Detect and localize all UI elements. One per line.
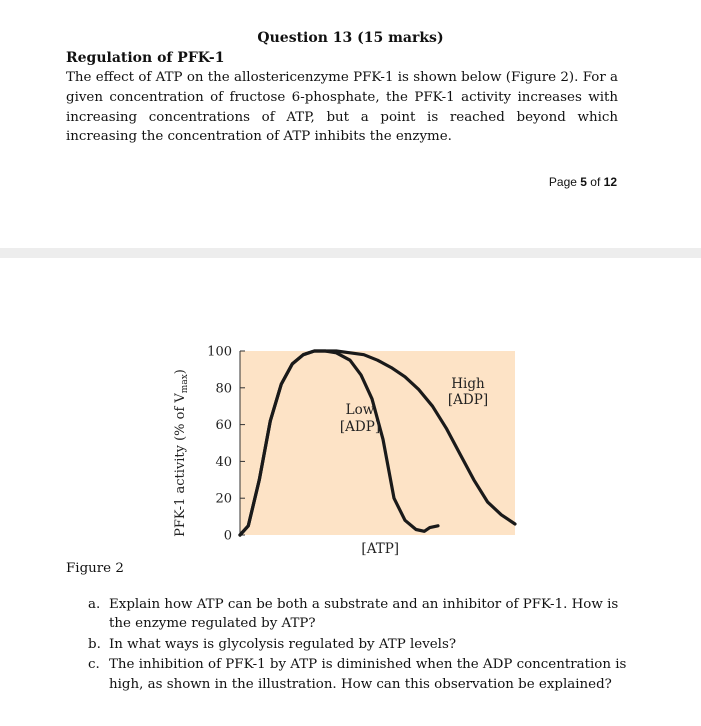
question-item: [88, 635, 628, 654]
page-current: 5: [580, 175, 587, 189]
page-mid: of: [586, 175, 604, 189]
question-item: [88, 595, 628, 634]
question-marker: c.: [88, 657, 100, 673]
y-tick-label: 40: [215, 454, 232, 470]
y-tick-label: 100: [207, 344, 232, 360]
page-prefix: Page: [548, 175, 581, 189]
question-item: [88, 655, 628, 694]
x-axis-label: [ATP]: [361, 541, 400, 557]
section-title: Regulation of PFK-1: [66, 50, 225, 66]
series-label-low-adp: [ADP]: [339, 419, 381, 435]
y-axis-label-main: PFK-1 activity (% of V: [173, 393, 188, 537]
series-label-high-adp: High: [451, 376, 485, 392]
page-total: 12: [603, 175, 617, 189]
y-tick-label: 0: [223, 528, 232, 544]
page-number: [549, 175, 617, 189]
question-text: Explain how ATP can be both a substrate and an inhibitor of PFK-1. How is the enzyme regulated by ATP?: [109, 597, 619, 632]
question-text: The inhibition of PFK-1 by ATP is diminished when the ADP concentration is high, as shown in the illustration. How can this observation be explained?: [109, 657, 627, 692]
document-page-6: [0, 258, 701, 726]
question-marker: a.: [88, 597, 101, 612]
page-separator: [0, 248, 701, 258]
question-marker: b.: [88, 636, 101, 652]
figure-label: Figure 2: [66, 561, 124, 576]
intro-paragraph: The effect of ATP on the allostericenzyme PFK-1 is shown below (Figure 2). For a given concentration of fructose 6-phosphate, the PFK-1 activity increases with increasing concentrations of ATP, but a point is reached beyond which increasing the concentration of ATP inhibits the enzyme.: [66, 70, 618, 145]
document-page-5: [0, 0, 701, 248]
series-label-high-adp: [ADP]: [447, 392, 489, 408]
y-axis-label-close: ): [173, 369, 188, 375]
chart-svg: [160, 336, 530, 566]
y-tick-label: 20: [215, 491, 232, 507]
question-title: Question 13 (15 marks): [257, 30, 444, 46]
question-list: [88, 595, 628, 695]
figure-2-chart: [160, 336, 530, 566]
y-tick-label: 80: [215, 381, 232, 397]
series-label-low-adp: Low: [345, 402, 375, 418]
question-text: In what ways is glycolysis regulated by ATP levels?: [109, 636, 457, 652]
y-axis-label-subscript: max: [180, 374, 190, 394]
y-tick-label: 60: [215, 418, 232, 434]
y-axis-label: [173, 369, 190, 537]
